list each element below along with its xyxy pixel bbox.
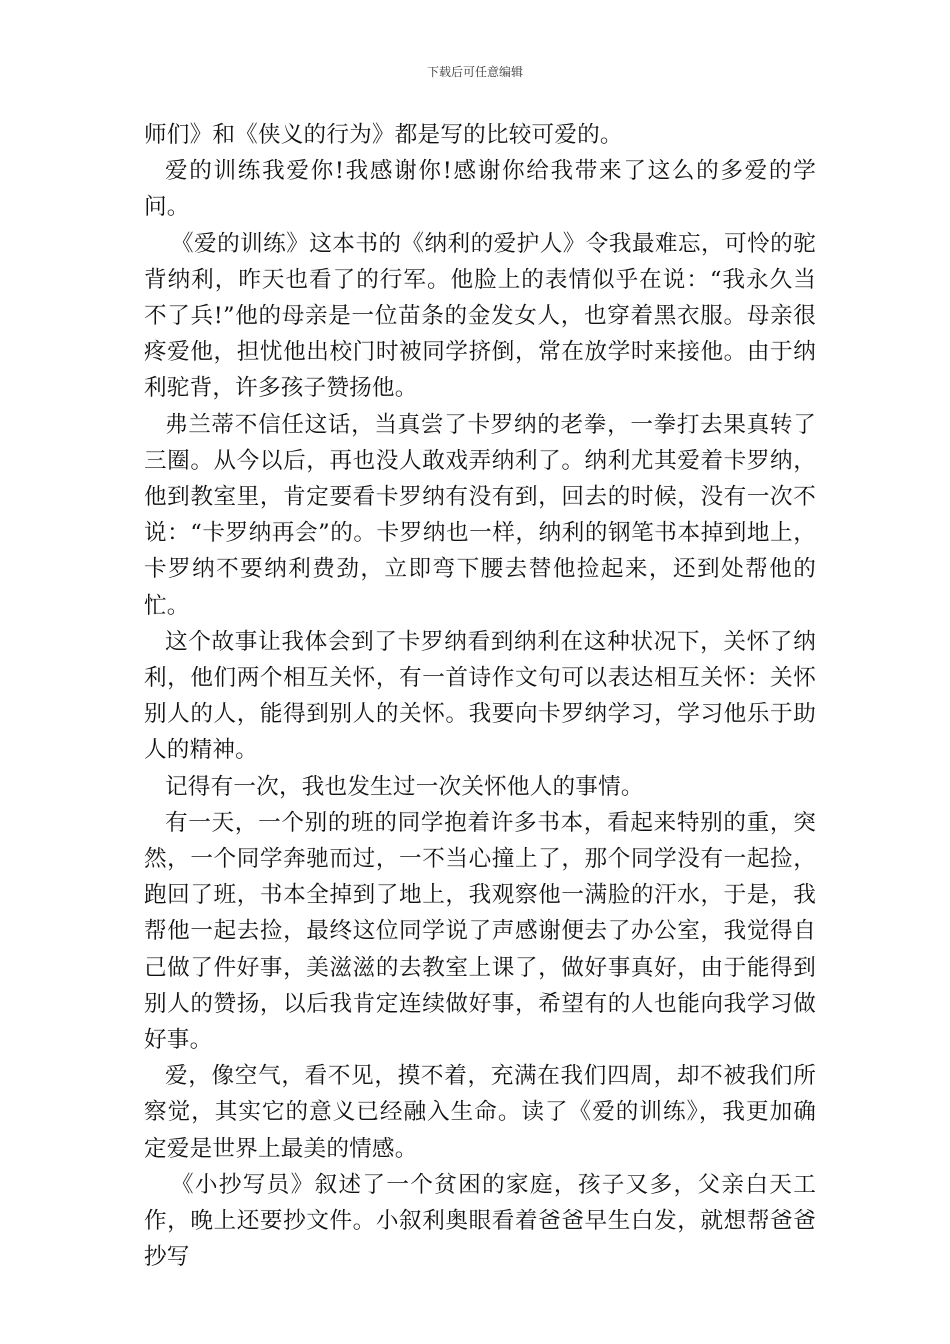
paragraph: 爱的训练我爱你!我感谢你!感谢你给我带来了这么的多爱的学问。 [144,158,816,221]
paragraph: 有一天，一个别的班的同学抱着许多书本，看起来特别的重，突然，一个同学奔驰而过，一不当心撞上了，那个同学没有一起捡，跑回了班，书本全掉到了地上，我观察他一满脸的汗水，于是，我帮他一起去捡，最终这位同学说了声感谢便去了办公室，我觉得自己做了件好事，美滋滋的去教室上课了，做好事真好，由于能得到别人的赞扬，以后我肯定连续做好事，希望有的人也能向我学习做好事。 [144,809,816,1054]
page-header: 下载后可任意编辑 [426,65,523,79]
paragraph: 《爱的训练》这本书的《纳利的爱护人》令我最难忘，可怜的驼背纳利，昨天也看了的行军。他脸上的表情似乎在说：“我永久当不了兵!”他的母亲是一位苗条的金发女人，也穿着黑衣服。母亲很疼爱他，担忧他出校门时被同学挤倒，常在放学时来接他。由于纳利驼背，许多孩子赞扬他。 [144,230,816,402]
paragraph: 记得有一次，我也发生过一次关怀他人的事情。 [165,773,644,800]
paragraph: 这个故事让我体会到了卡罗纳看到纳利在这种状况下，关怀了纳利，他们两个相互关怀，有一首诗作文句可以表达相互关怀：关怀别人的人，能得到别人的关怀。我要向卡罗纳学习，学习他乐于助人的精神。 [144,628,816,764]
paragraph: 爱，像空气，看不见，摸不着，充满在我们四周，却不被我们所察觉，其实它的意义已经融入生命。读了《爱的训练》，我更加确定爱是世界上最美的情感。 [144,1063,816,1162]
document-body [144,117,816,1276]
paragraph: 《小抄写员》叙述了一个贫困的家庭，孩子又多，父亲白天工作，晚上还要抄文件。小叙利奥眼看着爸爸早生白发，就想帮爸爸抄写 [144,1171,816,1271]
paragraph: 弗兰蒂不信任这话，当真尝了卡罗纳的老拳，一拳打去果真转了三圈。从今以后，再也没人敢戏弄纳利了。纳利尤其爱着卡罗纳，他到教室里，肯定要看卡罗纳有没有到，回去的时候，没有一次不说：“卡罗纳再会”的。卡罗纳也一样，纳利的钢笔书本掉到地上，卡罗纳不要纳利费劲，立即弯下腰去替他捡起来，还到处帮他的忙。 [144,411,816,619]
paragraph: 师们》和《侠义的行为》都是写的比较可爱的。 [144,122,623,148]
